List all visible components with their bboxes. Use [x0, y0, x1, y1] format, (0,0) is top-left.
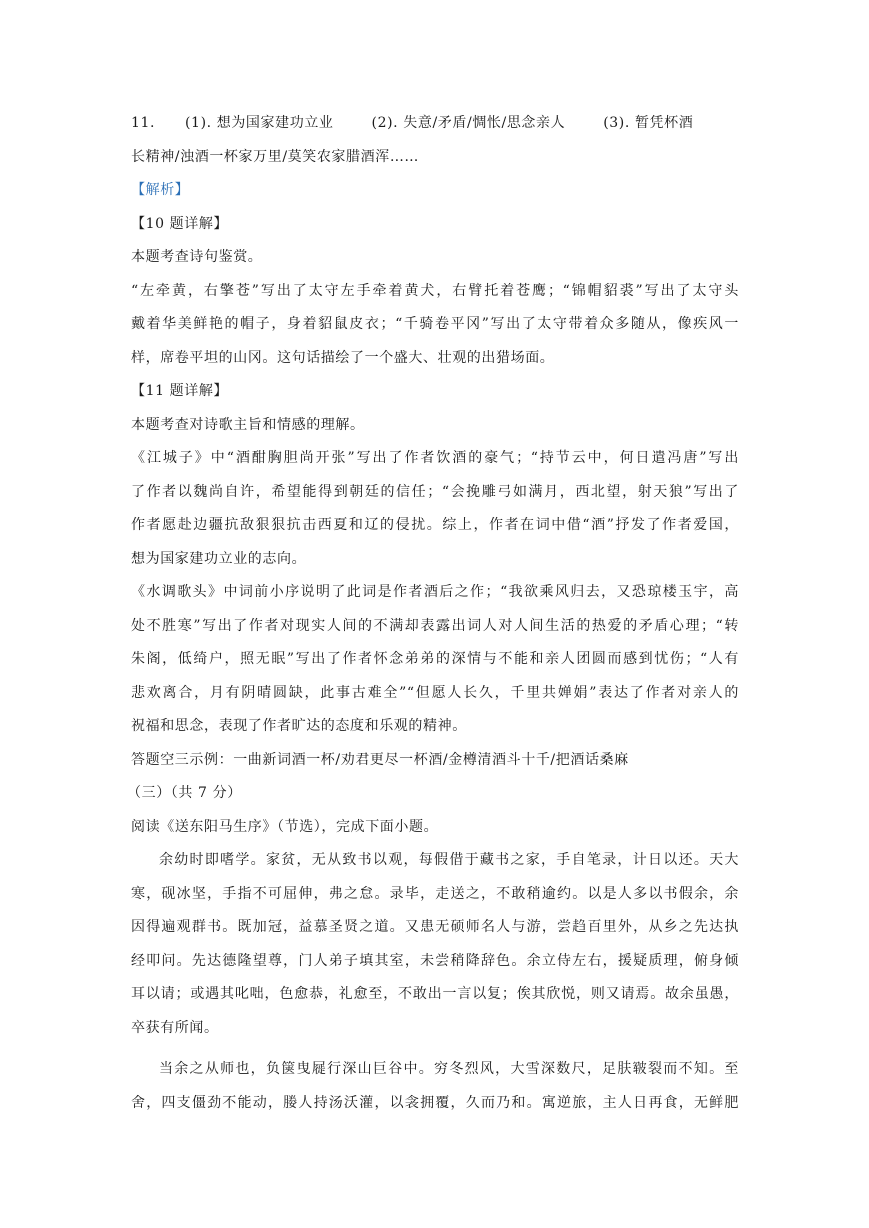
answer-number: 11.: [131, 115, 156, 131]
q11-para1-line: 了作者以魏尚自许，希望能得到朝廷的信任；“会挽雕弓如满月，西北望，射天狼”写出了: [131, 483, 739, 500]
q10-para-line: 戴着华美鲜艳的帽子，身着貂鼠皮衣；“千骑卷平冈”写出了太守带着众多随从，像疾风一: [131, 316, 739, 332]
q10-para-line: “左牵黄，右擎苍”写出了太守左手牵着黄犬，右臂托着苍鹰；“锦帽貂裘”写出了太守头: [131, 282, 739, 299]
q11-para1-line: 作者愿赴边疆抗敌狠狠抗击西夏和辽的侵扰。综上，作者在词中借“酒”抒发了作者爱国，: [131, 517, 739, 533]
passage-para2-line: 舍，四支僵劲不能动，媵人持汤沃灌，以衾拥覆，久而乃和。寓逆旅，主人日再食，无鲜肥: [131, 1094, 739, 1111]
answer-11-line-1: [131, 107, 739, 141]
q11-intro: 本题考查对诗歌主旨和情感的理解。: [131, 416, 365, 433]
section-3-heading: （三）（共 7 分）: [127, 785, 242, 801]
answer-part-3: (3). 暂凭杯酒: [603, 115, 694, 131]
q11-heading: 【11 题详解】: [131, 383, 229, 399]
q11-para2-line: 祝福和思念，表现了作者旷达的态度和乐观的精神。: [131, 718, 467, 734]
answer-part-1: (1). 想为国家建功立业: [185, 115, 334, 131]
q10-para-line: 样，席卷平坦的山冈。这句话描绘了一个盛大、壮观的出猎场面。: [131, 349, 555, 366]
passage-para1-line: 经叩问。先达德隆望尊，门人弟子填其室，未尝稍降辞色。余立侍左右，援疑质理，俯身倾: [131, 952, 739, 969]
document-page: [127, 107, 739, 1120]
q11-para2-line: 朱阁，低绮户，照无眠”写出了作者怀念弟弟的深情与不能和亲人团圆而感到忧伤；“人有: [131, 651, 739, 667]
passage-para1-line: 余幼时即嗜学。家贫，无从致书以观，每假借于藏书之家，手自笔录，计日以还。天大: [159, 852, 739, 868]
q11-para1-line: 《江城子》中“酒酣胸胆尚开张”写出了作者饮酒的豪气；“持节云中，何日遣冯唐”写出: [131, 450, 739, 466]
q11-para2-line: 悲欢离合，月有阴晴圆缺，此事古难全”“但愿人长久，千里共婵娟”表达了作者对亲人的: [131, 684, 739, 701]
passage-para2-line: 当余之从师也，负箧曳屣行深山巨谷中。穷冬烈风，大雪深数尺，足肤皲裂而不知。至: [159, 1061, 739, 1077]
answer-11-line-2: 长精神/浊酒一杯家万里/莫笑农家腊酒浑……: [131, 148, 420, 165]
section-3-instruction: 阅读《送东阳马生序》（节选），完成下面小题。: [131, 818, 439, 835]
q11-para1-line: 想为国家建功立业的志向。: [131, 550, 307, 567]
answer-part-2: (2). 失意/矛盾/惆怅/思念亲人: [371, 115, 566, 131]
q10-intro: 本题考查诗句鉴赏。: [131, 249, 263, 265]
passage-para1-line: 因得遍观群书。既加冠，益慕圣贤之道。又患无硕师名人与游，尝趋百里外，从乡之先达执: [131, 919, 739, 935]
q10-heading: 【10 题详解】: [131, 215, 229, 232]
analysis-label: 【解析】: [131, 182, 190, 198]
passage-para1-line: 寒，砚冰坚，手指不可屈伸，弗之怠。录毕，走送之，不敢稍逾约。以是人多以书假余，余: [131, 885, 739, 902]
passage-para1-line: 卒获有所闻。: [131, 1019, 219, 1036]
passage-para1-line: 耳以请；或遇其叱咄，色愈恭，礼愈至，不敢出一言以复；俟其欣悦，则又请焉。故余虽愚，: [131, 986, 739, 1002]
q11-para2-line: 处不胜寒”写出了作者对现实人间的不满却表露出词人对人间生活的热爱的矛盾心理；“转: [131, 617, 739, 634]
q11-para2-line: 《水调歌头》中词前小序说明了此词是作者酒后之作；“我欲乘风归去，又恐琼楼玉宇，高: [131, 584, 739, 600]
q11-example: 答题空三示例：一曲新词酒一杯/劝君更尽一杯酒/金樽清酒斗十千/把酒话桑麻: [131, 751, 629, 768]
